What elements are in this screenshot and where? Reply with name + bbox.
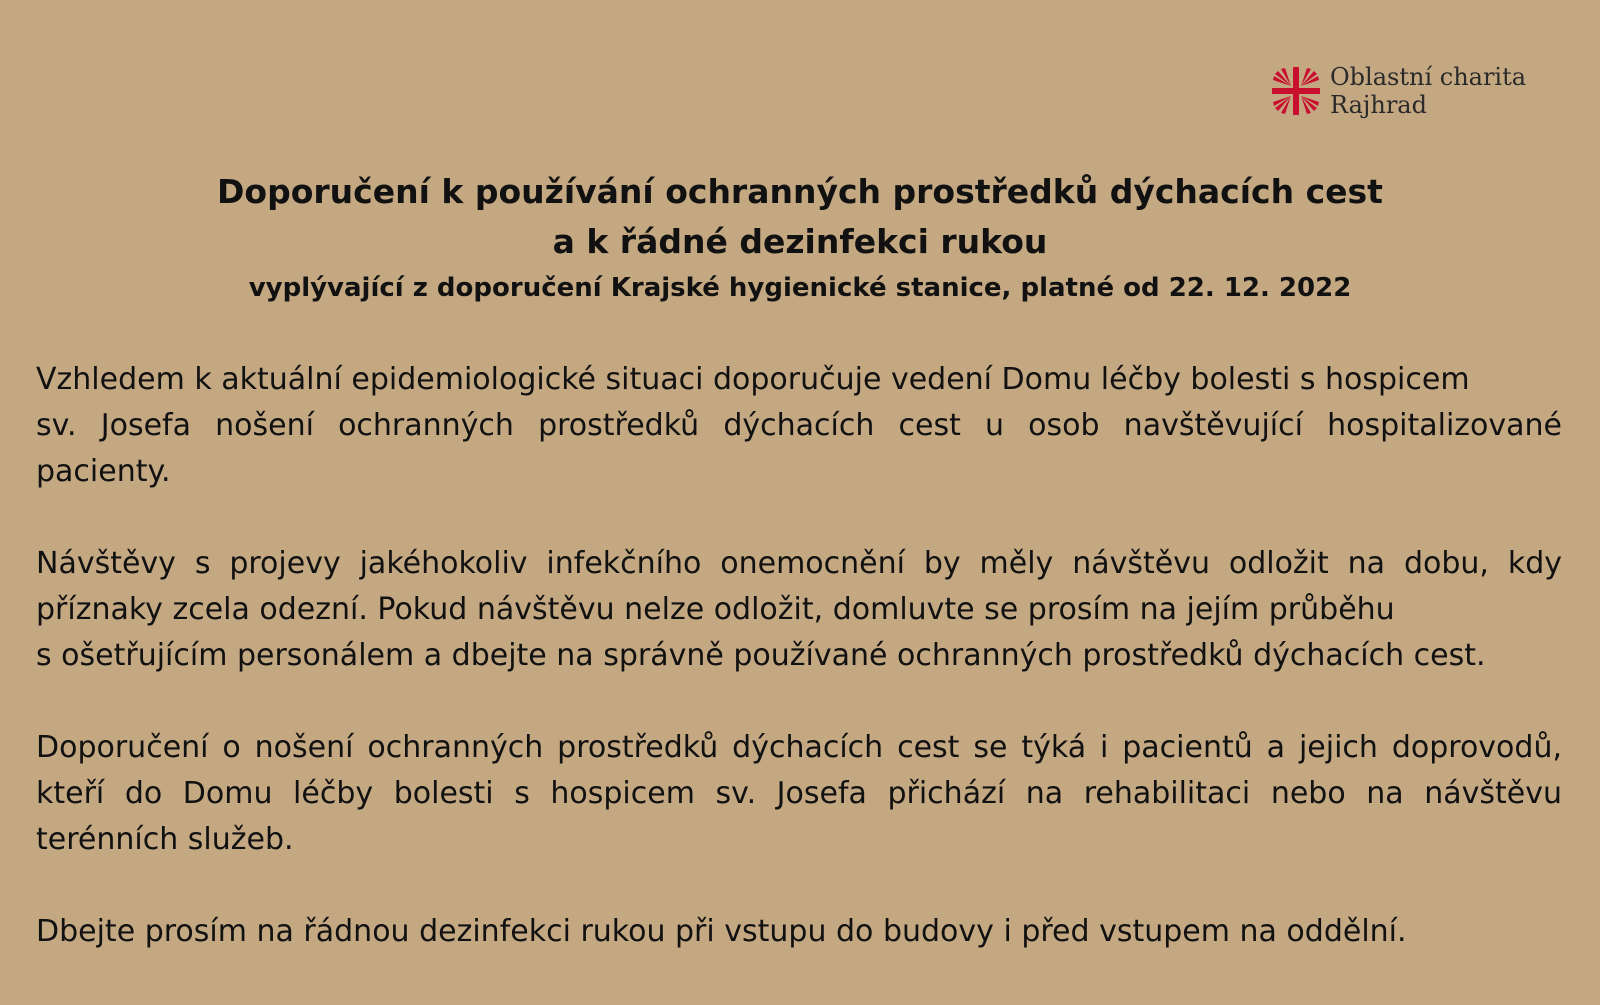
paragraph-line: kteří do Domu léčby bolesti s hospicem sv. Josefa přichází na rehabilitaci nebo na návštěvu (36, 776, 1562, 811)
caritas-cross-icon (1270, 65, 1322, 117)
paragraph-2 (36, 541, 1562, 679)
paragraph-line: terénních služeb. (36, 822, 294, 857)
paragraph-line: s ošetřujícím personálem a dbejte na správně používané ochranných prostředků dýchacích cest. (36, 638, 1486, 673)
logo-text (1330, 63, 1526, 119)
logo-line-1: Oblastní charita (1330, 63, 1527, 91)
paragraph-line: sv. Josefa nošení ochranných prostředků dýchacích cest u osob navštěvující hospitalizované (36, 408, 1562, 443)
paragraph-line: Dbejte prosím na řádnou dezinfekci rukou při vstupu do budovy i před vstupem na oddělní. (36, 914, 1407, 949)
paragraph-line: Doporučení o nošení ochranných prostředků dýchacích cest se týká i pacientů a jejich doprovodů, (36, 730, 1562, 765)
paragraph-line: Návštěvy s projevy jakéhokoliv infekčního onemocnění by měly návštěvu odložit na dobu, kdy (36, 546, 1562, 581)
paragraph-line: Vzhledem k aktuální epidemiologické situaci doporučuje vedení Domu léčby bolesti s hospicem (36, 362, 1470, 397)
paragraph-3 (36, 725, 1562, 863)
title-line-2: a k řádné dezinfekci rukou (552, 222, 1048, 261)
paragraph-4 (36, 909, 1562, 955)
paragraph-1 (36, 357, 1562, 495)
logo-line-2: Rajhrad (1330, 91, 1427, 119)
paragraph-line: příznaky zcela odezní. Pokud návštěvu nelze odložit, domluvte se prosím na jejím průběhu (36, 592, 1395, 627)
paragraph-line: pacienty. (36, 454, 171, 489)
document-body (36, 357, 1562, 1001)
title-line-1: Doporučení k používání ochranných prostředků dýchacích cest (217, 172, 1383, 211)
document-heading (0, 167, 1600, 309)
organization-logo (1270, 63, 1526, 119)
subtitle: vyplývající z doporučení Krajské hygienické stanice, platné od 22. 12. 2022 (248, 273, 1352, 303)
